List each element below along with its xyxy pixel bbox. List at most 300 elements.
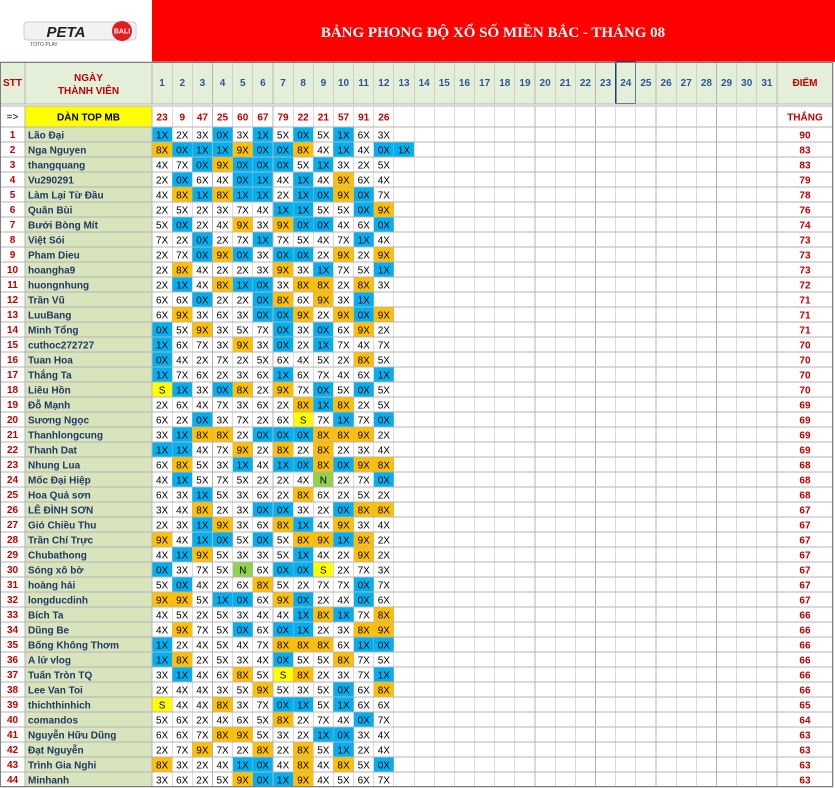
score-cell[interactable] (757, 277, 777, 292)
score-cell[interactable] (495, 187, 515, 202)
score-cell[interactable] (737, 562, 757, 577)
score-cell[interactable] (555, 127, 575, 142)
score-cell[interactable] (737, 232, 757, 247)
score-cell[interactable] (475, 712, 495, 727)
score-cell[interactable] (737, 277, 757, 292)
score-cell[interactable] (616, 337, 636, 352)
score-cell[interactable] (535, 427, 555, 442)
score-cell[interactable] (737, 292, 757, 307)
score-cell[interactable] (394, 292, 414, 307)
score-cell[interactable] (636, 472, 656, 487)
score-cell[interactable] (575, 382, 595, 397)
score-cell[interactable] (737, 142, 757, 157)
score-cell[interactable] (616, 682, 636, 697)
score-cell[interactable] (575, 262, 595, 277)
score-cell[interactable] (696, 157, 716, 172)
score-cell[interactable] (757, 742, 777, 757)
score-cell[interactable] (676, 397, 696, 412)
score-cell[interactable] (495, 367, 515, 382)
score-cell[interactable] (454, 232, 474, 247)
score-cell[interactable] (495, 427, 515, 442)
score-cell[interactable] (434, 547, 454, 562)
score-cell[interactable] (434, 202, 454, 217)
score-cell[interactable] (696, 262, 716, 277)
score-cell[interactable] (616, 247, 636, 262)
score-cell[interactable] (636, 367, 656, 382)
score-cell[interactable] (737, 262, 757, 277)
score-cell[interactable] (616, 142, 636, 157)
score-cell[interactable] (676, 157, 696, 172)
score-cell[interactable] (716, 517, 736, 532)
score-cell[interactable] (535, 532, 555, 547)
score-cell[interactable] (676, 742, 696, 757)
score-cell[interactable] (676, 472, 696, 487)
score-cell[interactable] (616, 607, 636, 622)
score-cell[interactable] (394, 592, 414, 607)
score-cell[interactable] (575, 172, 595, 187)
score-cell[interactable] (414, 712, 434, 727)
score-cell[interactable] (757, 307, 777, 322)
score-cell[interactable] (475, 397, 495, 412)
score-cell[interactable] (716, 772, 736, 787)
score-cell[interactable] (454, 592, 474, 607)
score-cell[interactable] (454, 577, 474, 592)
score-cell[interactable] (676, 367, 696, 382)
score-cell[interactable] (757, 682, 777, 697)
score-cell[interactable] (596, 202, 616, 217)
score-cell[interactable] (757, 622, 777, 637)
score-cell[interactable] (515, 562, 535, 577)
score-cell[interactable] (696, 127, 716, 142)
score-cell[interactable] (737, 337, 757, 352)
score-cell[interactable] (716, 577, 736, 592)
score-cell[interactable] (535, 412, 555, 427)
score-cell[interactable] (434, 652, 454, 667)
score-cell[interactable] (716, 547, 736, 562)
score-cell[interactable] (636, 187, 656, 202)
score-cell[interactable] (757, 472, 777, 487)
score-cell[interactable] (454, 157, 474, 172)
score-cell[interactable] (696, 472, 716, 487)
score-cell[interactable] (394, 337, 414, 352)
score-cell[interactable] (676, 307, 696, 322)
score-cell[interactable] (454, 547, 474, 562)
score-cell[interactable] (394, 247, 414, 262)
score-cell[interactable] (596, 142, 616, 157)
score-cell[interactable] (555, 172, 575, 187)
score-cell[interactable] (394, 727, 414, 742)
score-cell[interactable] (676, 262, 696, 277)
score-cell[interactable] (434, 157, 454, 172)
score-cell[interactable] (434, 457, 454, 472)
score-cell[interactable] (575, 682, 595, 697)
score-cell[interactable] (475, 547, 495, 562)
score-cell[interactable] (737, 367, 757, 382)
score-cell[interactable] (555, 457, 575, 472)
score-cell[interactable] (757, 532, 777, 547)
score-cell[interactable] (616, 727, 636, 742)
score-cell[interactable] (434, 292, 454, 307)
score-cell[interactable] (656, 592, 676, 607)
score-cell[interactable] (676, 172, 696, 187)
score-cell[interactable] (757, 487, 777, 502)
score-cell[interactable] (716, 307, 736, 322)
score-cell[interactable] (616, 352, 636, 367)
score-cell[interactable] (454, 472, 474, 487)
score-cell[interactable] (737, 577, 757, 592)
score-cell[interactable] (656, 127, 676, 142)
score-cell[interactable] (434, 127, 454, 142)
score-cell[interactable] (575, 577, 595, 592)
score-cell[interactable] (636, 682, 656, 697)
score-cell[interactable] (676, 532, 696, 547)
score-cell[interactable] (434, 682, 454, 697)
score-cell[interactable] (716, 742, 736, 757)
score-cell[interactable] (636, 547, 656, 562)
score-cell[interactable] (495, 262, 515, 277)
score-cell[interactable] (575, 472, 595, 487)
score-cell[interactable] (656, 457, 676, 472)
score-cell[interactable] (575, 742, 595, 757)
score-cell[interactable] (414, 442, 434, 457)
score-cell[interactable] (636, 397, 656, 412)
score-cell[interactable] (535, 142, 555, 157)
score-cell[interactable] (676, 697, 696, 712)
score-cell[interactable] (696, 367, 716, 382)
score-cell[interactable] (656, 262, 676, 277)
score-cell[interactable] (676, 607, 696, 622)
score-cell[interactable] (696, 697, 716, 712)
score-cell[interactable] (716, 682, 736, 697)
score-cell[interactable] (656, 667, 676, 682)
score-cell[interactable] (676, 277, 696, 292)
score-cell[interactable] (716, 502, 736, 517)
score-cell[interactable] (596, 172, 616, 187)
score-cell[interactable] (596, 412, 616, 427)
score-cell[interactable] (676, 127, 696, 142)
score-cell[interactable] (575, 652, 595, 667)
score-cell[interactable] (716, 622, 736, 637)
score-cell[interactable] (555, 742, 575, 757)
score-cell[interactable] (454, 127, 474, 142)
score-cell[interactable] (495, 157, 515, 172)
score-cell[interactable] (495, 247, 515, 262)
score-cell[interactable] (475, 172, 495, 187)
score-cell[interactable] (475, 592, 495, 607)
score-cell[interactable] (656, 247, 676, 262)
score-cell[interactable] (757, 187, 777, 202)
score-cell[interactable] (616, 322, 636, 337)
score-cell[interactable] (656, 652, 676, 667)
score-cell[interactable] (555, 277, 575, 292)
score-cell[interactable] (414, 562, 434, 577)
score-cell[interactable] (495, 217, 515, 232)
score-cell[interactable] (656, 382, 676, 397)
score-cell[interactable] (475, 352, 495, 367)
score-cell[interactable] (636, 202, 656, 217)
score-cell[interactable] (696, 247, 716, 262)
score-cell[interactable] (676, 322, 696, 337)
score-cell[interactable] (535, 397, 555, 412)
score-cell[interactable] (535, 172, 555, 187)
score-cell[interactable] (575, 502, 595, 517)
score-cell[interactable] (555, 607, 575, 622)
score-cell[interactable] (414, 427, 434, 442)
score-cell[interactable] (757, 172, 777, 187)
score-cell[interactable] (414, 682, 434, 697)
score-cell[interactable] (575, 142, 595, 157)
score-cell[interactable] (636, 772, 656, 787)
score-cell[interactable] (757, 727, 777, 742)
score-cell[interactable] (575, 352, 595, 367)
score-cell[interactable] (616, 712, 636, 727)
score-cell[interactable] (656, 187, 676, 202)
score-cell[interactable] (535, 652, 555, 667)
score-cell[interactable] (757, 427, 777, 442)
score-cell[interactable] (495, 472, 515, 487)
score-cell[interactable] (616, 367, 636, 382)
score-cell[interactable] (575, 517, 595, 532)
score-cell[interactable] (414, 412, 434, 427)
score-cell[interactable] (515, 772, 535, 787)
score-cell[interactable] (737, 682, 757, 697)
score-cell[interactable] (555, 187, 575, 202)
score-cell[interactable] (636, 142, 656, 157)
score-cell[interactable] (716, 652, 736, 667)
score-cell[interactable] (636, 292, 656, 307)
score-cell[interactable] (737, 472, 757, 487)
score-cell[interactable] (636, 607, 656, 622)
score-cell[interactable] (757, 457, 777, 472)
score-cell[interactable] (716, 187, 736, 202)
score-cell[interactable] (616, 442, 636, 457)
score-cell[interactable] (515, 757, 535, 772)
score-cell[interactable] (434, 667, 454, 682)
score-cell[interactable] (696, 532, 716, 547)
score-cell[interactable] (757, 757, 777, 772)
score-cell[interactable] (737, 727, 757, 742)
score-cell[interactable] (737, 517, 757, 532)
score-cell[interactable] (414, 157, 434, 172)
score-cell[interactable] (696, 142, 716, 157)
score-cell[interactable] (515, 157, 535, 172)
score-cell[interactable] (636, 157, 656, 172)
score-cell[interactable] (394, 202, 414, 217)
score-cell[interactable] (616, 502, 636, 517)
score-cell[interactable] (515, 457, 535, 472)
score-cell[interactable] (515, 547, 535, 562)
score-cell[interactable] (475, 322, 495, 337)
score-cell[interactable] (676, 337, 696, 352)
score-cell[interactable] (434, 442, 454, 457)
score-cell[interactable] (676, 652, 696, 667)
score-cell[interactable] (535, 457, 555, 472)
score-cell[interactable] (475, 682, 495, 697)
score-cell[interactable] (696, 187, 716, 202)
score-cell[interactable] (676, 502, 696, 517)
score-cell[interactable] (656, 142, 676, 157)
score-cell[interactable] (414, 262, 434, 277)
score-cell[interactable] (575, 607, 595, 622)
score-cell[interactable] (636, 442, 656, 457)
score-cell[interactable] (394, 307, 414, 322)
score-cell[interactable] (394, 277, 414, 292)
score-cell[interactable] (575, 592, 595, 607)
score-cell[interactable] (596, 337, 616, 352)
score-cell[interactable] (475, 292, 495, 307)
score-cell[interactable] (394, 412, 414, 427)
score-cell[interactable] (434, 697, 454, 712)
score-cell[interactable] (434, 217, 454, 232)
score-cell[interactable] (757, 367, 777, 382)
score-cell[interactable] (414, 742, 434, 757)
score-cell[interactable] (656, 412, 676, 427)
score-cell[interactable] (757, 142, 777, 157)
score-cell[interactable] (434, 472, 454, 487)
score-cell[interactable] (676, 412, 696, 427)
score-cell[interactable] (535, 262, 555, 277)
score-cell[interactable] (414, 232, 434, 247)
score-cell[interactable] (535, 592, 555, 607)
score-cell[interactable] (555, 442, 575, 457)
score-cell[interactable] (414, 397, 434, 412)
score-cell[interactable] (515, 277, 535, 292)
score-cell[interactable] (656, 712, 676, 727)
score-cell[interactable] (495, 502, 515, 517)
score-cell[interactable] (414, 757, 434, 772)
score-cell[interactable] (414, 667, 434, 682)
score-cell[interactable] (716, 607, 736, 622)
score-cell[interactable] (716, 532, 736, 547)
score-cell[interactable] (636, 712, 656, 727)
score-cell[interactable] (555, 592, 575, 607)
score-cell[interactable] (596, 217, 616, 232)
score-cell[interactable] (616, 397, 636, 412)
score-cell[interactable] (575, 712, 595, 727)
score-cell[interactable] (394, 157, 414, 172)
score-cell[interactable] (636, 247, 656, 262)
score-cell[interactable] (616, 427, 636, 442)
score-cell[interactable] (394, 382, 414, 397)
score-cell[interactable] (656, 502, 676, 517)
score-cell[interactable] (575, 562, 595, 577)
score-cell[interactable] (656, 307, 676, 322)
score-cell[interactable] (737, 532, 757, 547)
score-cell[interactable] (616, 757, 636, 772)
score-cell[interactable] (555, 247, 575, 262)
score-cell[interactable] (656, 217, 676, 232)
score-cell[interactable] (737, 217, 757, 232)
score-cell[interactable] (737, 157, 757, 172)
score-cell[interactable] (454, 397, 474, 412)
score-cell[interactable] (737, 322, 757, 337)
score-cell[interactable] (555, 262, 575, 277)
score-cell[interactable] (394, 232, 414, 247)
score-cell[interactable] (757, 352, 777, 367)
score-cell[interactable] (434, 742, 454, 757)
score-cell[interactable] (535, 157, 555, 172)
score-cell[interactable] (596, 547, 616, 562)
score-cell[interactable] (515, 292, 535, 307)
score-cell[interactable] (757, 652, 777, 667)
score-cell[interactable] (515, 247, 535, 262)
score-cell[interactable] (535, 742, 555, 757)
score-cell[interactable] (555, 232, 575, 247)
score-cell[interactable] (757, 292, 777, 307)
score-cell[interactable] (757, 127, 777, 142)
score-cell[interactable] (596, 277, 616, 292)
score-cell[interactable] (757, 772, 777, 787)
score-cell[interactable] (737, 757, 757, 772)
score-cell[interactable] (394, 667, 414, 682)
score-cell[interactable] (535, 217, 555, 232)
score-cell[interactable] (636, 217, 656, 232)
score-cell[interactable] (414, 592, 434, 607)
score-cell[interactable] (656, 292, 676, 307)
score-cell[interactable] (696, 442, 716, 457)
score-cell[interactable] (616, 667, 636, 682)
score-cell[interactable] (696, 742, 716, 757)
score-cell[interactable] (515, 682, 535, 697)
score-cell[interactable] (434, 712, 454, 727)
score-cell[interactable] (716, 637, 736, 652)
score-cell[interactable] (454, 772, 474, 787)
score-cell[interactable] (555, 682, 575, 697)
score-cell[interactable] (757, 562, 777, 577)
score-cell[interactable] (696, 517, 716, 532)
score-cell[interactable] (535, 667, 555, 682)
score-cell[interactable] (596, 517, 616, 532)
score-cell[interactable] (535, 727, 555, 742)
score-cell[interactable] (716, 697, 736, 712)
score-cell[interactable] (555, 697, 575, 712)
score-cell[interactable] (616, 532, 636, 547)
score-cell[interactable] (475, 637, 495, 652)
score-cell[interactable] (575, 727, 595, 742)
score-cell[interactable] (515, 727, 535, 742)
score-cell[interactable] (716, 592, 736, 607)
score-cell[interactable] (454, 667, 474, 682)
score-cell[interactable] (495, 517, 515, 532)
score-cell[interactable] (495, 442, 515, 457)
score-cell[interactable] (696, 397, 716, 412)
score-cell[interactable] (575, 547, 595, 562)
score-cell[interactable] (434, 322, 454, 337)
score-cell[interactable] (434, 757, 454, 772)
score-cell[interactable] (454, 247, 474, 262)
score-cell[interactable] (737, 202, 757, 217)
score-cell[interactable] (716, 262, 736, 277)
score-cell[interactable] (394, 187, 414, 202)
score-cell[interactable] (555, 217, 575, 232)
score-cell[interactable] (757, 547, 777, 562)
score-cell[interactable] (454, 352, 474, 367)
score-cell[interactable] (515, 532, 535, 547)
score-cell[interactable] (616, 592, 636, 607)
score-cell[interactable] (555, 397, 575, 412)
score-cell[interactable] (737, 622, 757, 637)
score-cell[interactable] (596, 232, 616, 247)
score-cell[interactable] (535, 472, 555, 487)
score-cell[interactable] (414, 772, 434, 787)
score-cell[interactable] (636, 172, 656, 187)
score-cell[interactable] (495, 727, 515, 742)
score-cell[interactable] (555, 337, 575, 352)
score-cell[interactable] (616, 517, 636, 532)
score-cell[interactable] (575, 397, 595, 412)
score-cell[interactable] (636, 517, 656, 532)
score-cell[interactable] (515, 337, 535, 352)
